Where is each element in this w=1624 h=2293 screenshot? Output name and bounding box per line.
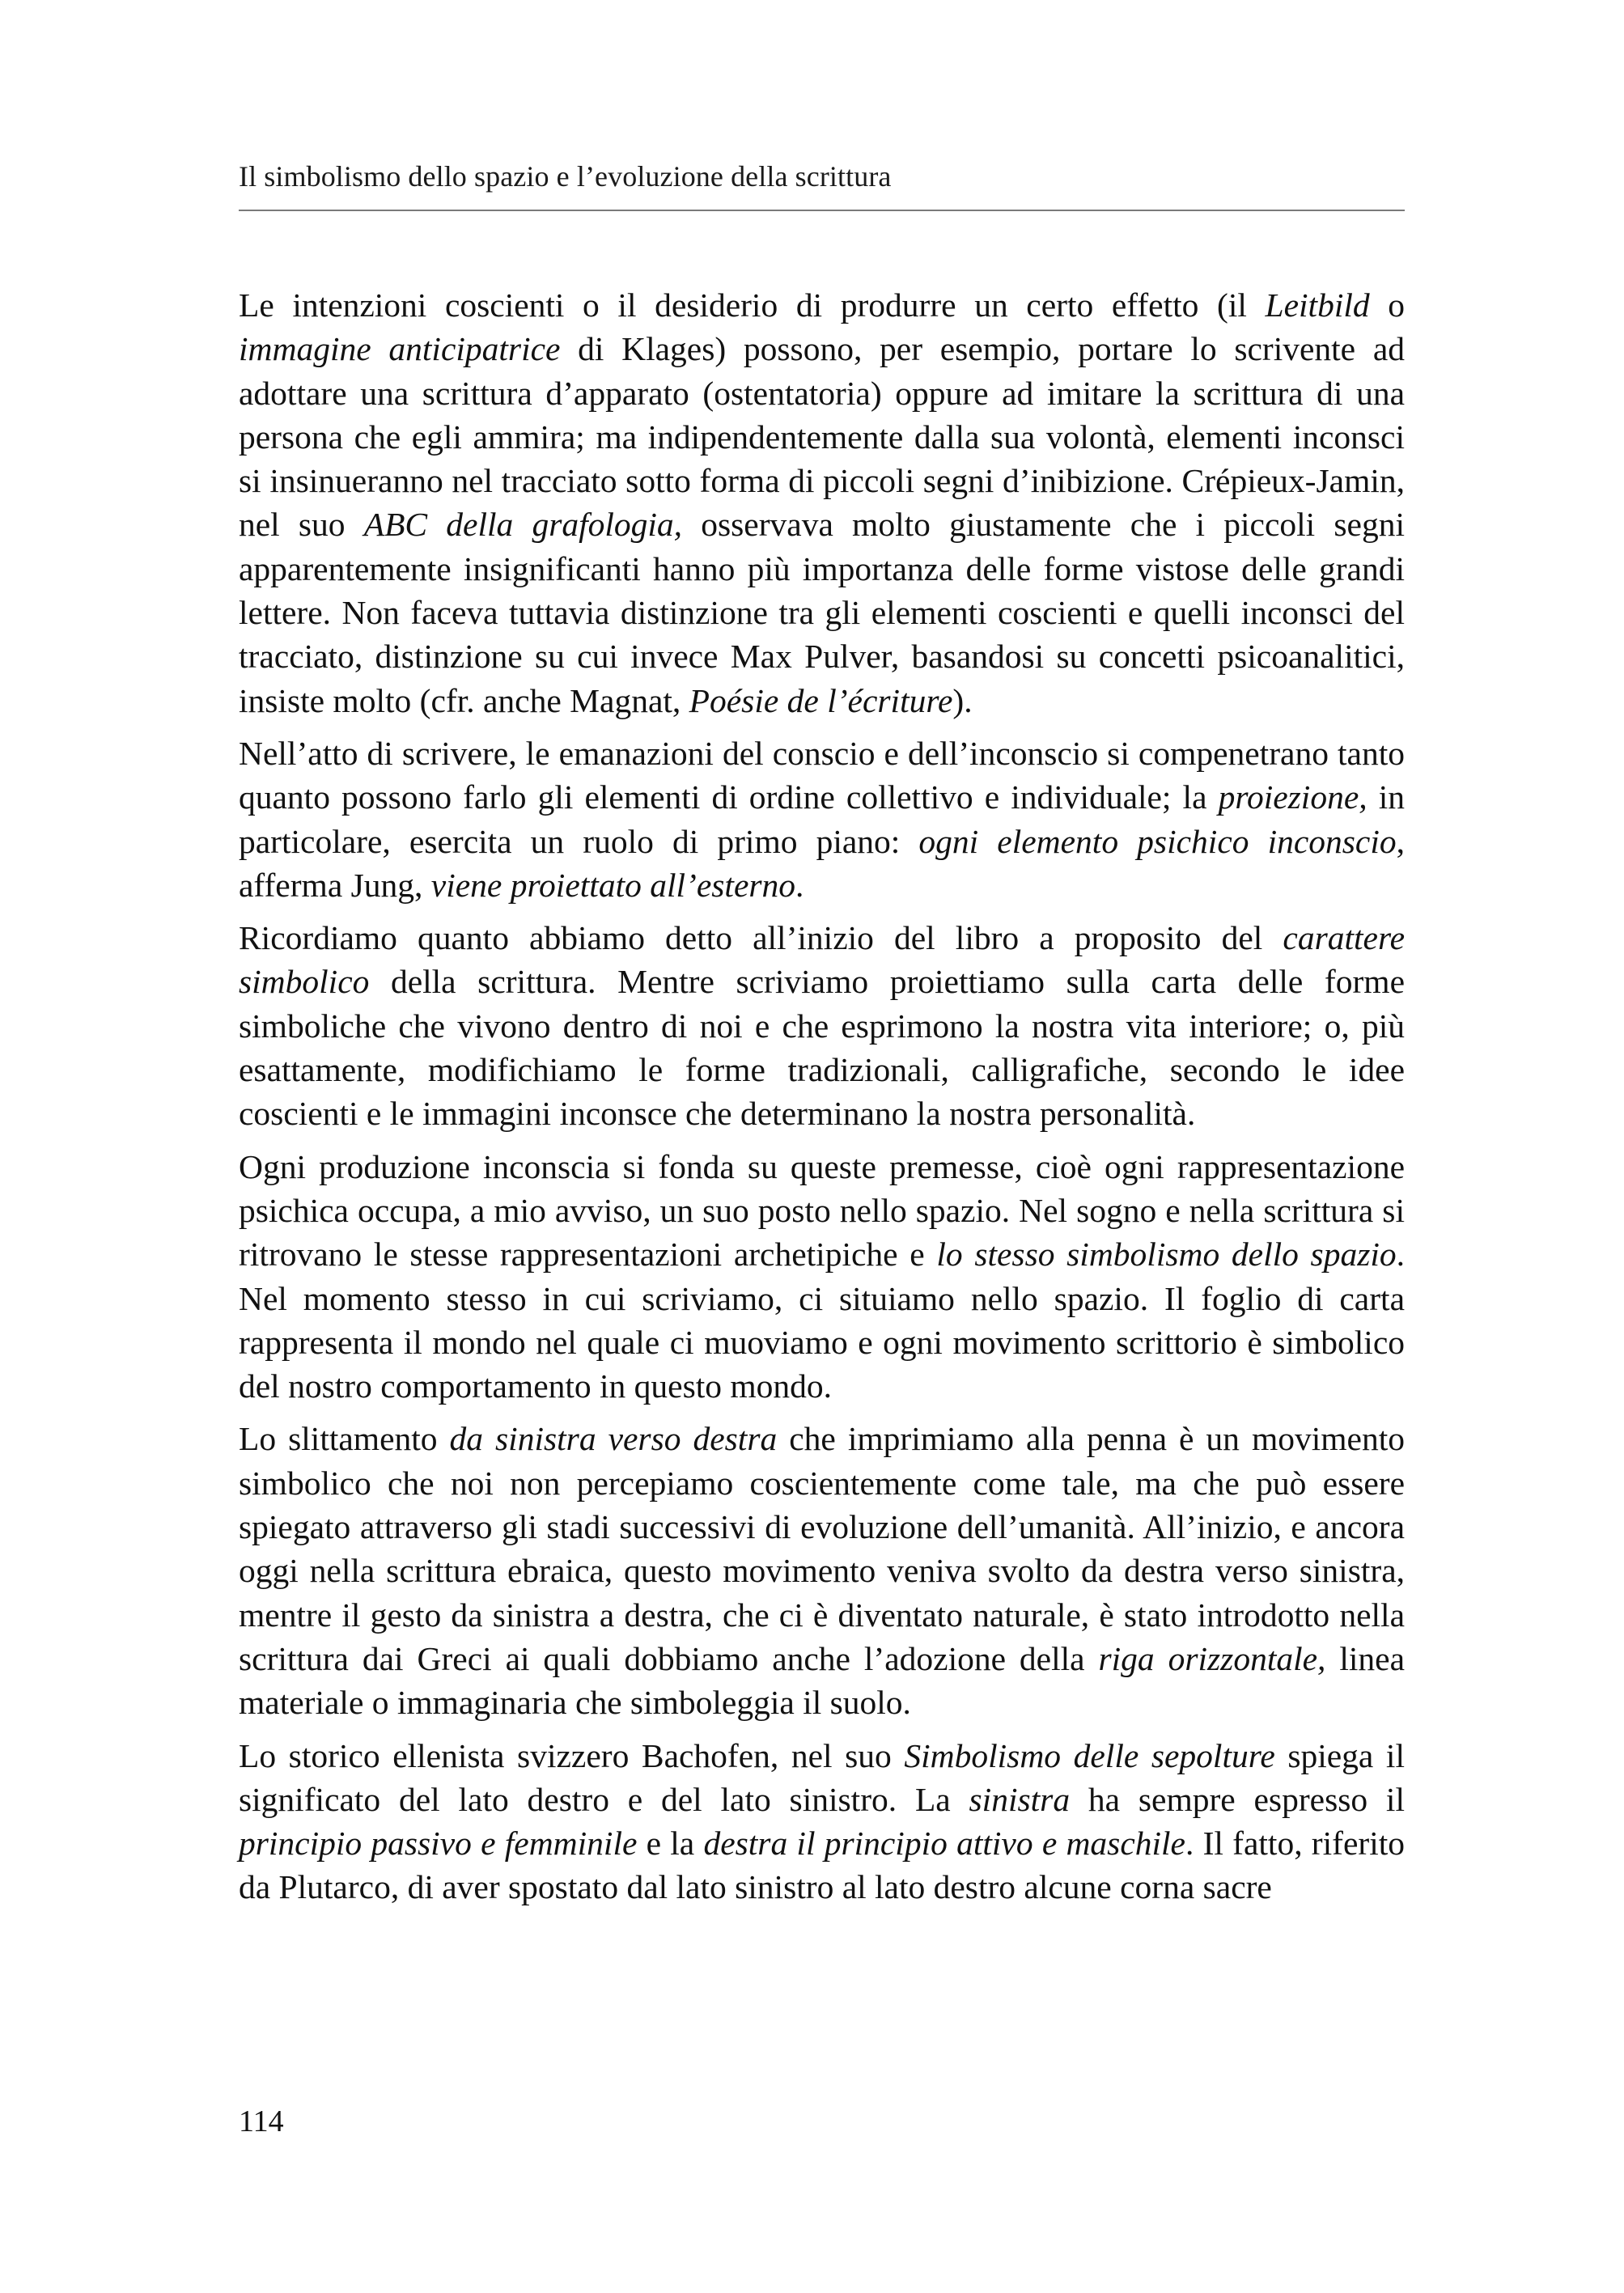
body-text [239, 283, 1405, 1918]
text-run: linea materiale o immaginaria che simboleggia il suolo. [239, 1639, 1405, 1722]
text-run: di Klages) possono, per esempio, portare lo scrivente ad adottare una scrittura d’apparato (ostentatoria) oppure ad imitare la scrittura di una persona che egli ammira; ma indipendentemente dalla sua volontà, elementi inconsci si insinueranno nel tracciato sotto forma di piccoli segni d’inibizione. Crépieux-Jamin, nel suo [239, 330, 1405, 544]
text-run: Le intenzioni coscienti o il desiderio di produrre un certo effetto (il [239, 286, 1266, 324]
text-run: ). [952, 681, 973, 719]
text-run: osservava molto giustamente che i piccoli segni apparentemente insignificanti hanno più importanza delle forme vistose delle grandi lettere. Non faceva tuttavia distinzione tra gli elementi coscienti e quelli inconsci del tracciato, distinzione su cui invece Max Pulver, basandosi su concetti psicoanalitici, insiste molto (cfr. anche Magnat, [239, 506, 1405, 719]
text-run: . Nel momento stesso in cui scriviamo, ci situiamo nello spazio. Il foglio di carta rappresenta il mondo nel quale ci muoviamo e ogni movimento scrittorio è simbolico del nostro comportamento in questo mondo. [239, 1236, 1406, 1405]
italic-run: Leitbild [1265, 286, 1370, 324]
text-run: Lo storico ellenista svizzero Bachofen, nel suo [239, 1736, 905, 1774]
italic-run: carattere simbolico [239, 919, 1405, 1001]
italic-run: ogni elemento psichico inconscio [918, 822, 1397, 860]
text-run: della scrittura. Mentre scriviamo proiettiamo sulla carta delle forme simboliche che vivono dentro di noi e che esprimono la nostra vita interiore; o, più esattamente, modifichiamo le forme tradizionali, calligrafiche, secondo le idee coscienti e le immagini inconsce che determinano la nostra personalità. [239, 963, 1405, 1133]
text-run: ha sempre espresso il [1070, 1780, 1405, 1818]
italic-run: Simbolismo delle sepolture [904, 1736, 1275, 1774]
italic-run: sinistra [969, 1780, 1071, 1818]
text-run: Nell’atto di scrivere, le emanazioni del conscio e dell’inconscio si compenetrano tanto quanto possono farlo gli elementi di ordine collettivo e individuale; la [239, 734, 1405, 816]
text-run: Lo slittamento [239, 1420, 450, 1458]
italic-run: da sinistra verso destra [449, 1420, 778, 1458]
page-number: 114 [239, 2104, 284, 2138]
text-run: spiega il significato del lato destro e del lato sinistro. La [239, 1736, 1405, 1818]
paragraph [239, 731, 1405, 907]
text-run: o [1369, 286, 1406, 324]
text-run: che imprimiamo alla penna è un movimento simbolico che noi non percepiamo coscientemente come tale, ma che può essere spiegato attraverso gli stadi successivi di evoluzione dell’umanità. All’inizio, e ancora oggi nella scrittura ebraica, questo movimento veniva svolto da destra verso sinistra, mentre il gesto da sinistra a destra, che ci è diventato naturale, è stato introdotto nella scrittura dai Greci ai quali dobbiamo anche l’adozione della [239, 1420, 1405, 1677]
paragraph [239, 283, 1405, 723]
text-run: e la [637, 1825, 704, 1863]
italic-run: immagine anticipatrice [239, 330, 561, 368]
italic-run: riga orizzontale, [1098, 1639, 1326, 1677]
italic-run: ABC della grafologia, [363, 506, 683, 544]
italic-run: destra il principio attivo e maschile [703, 1825, 1185, 1863]
text-run: Ogni produzione inconscia si fonda su queste premesse, cioè ogni rappresentazione psichica occupa, a mio avviso, un suo posto nello spazio. Nel sogno e nella scrittura si ritrovano le stesse rappresentazioni archetipiche e [239, 1147, 1405, 1274]
paragraph [239, 1734, 1405, 1909]
text-run: . Il fatto, riferito da Plutarco, di aver spostato dal lato sinistro al lato destro alcune corna sacre [239, 1825, 1406, 1906]
paragraph [239, 1145, 1405, 1409]
text-run: in particolare, esercita un ruolo di primo piano: [239, 778, 1406, 860]
italic-run: proiezione, [1218, 778, 1367, 816]
running-header-title: Il simbolismo dello spazio e l’evoluzione della scrittura [239, 160, 892, 193]
text-run: , afferma Jung, [239, 822, 1406, 904]
italic-run: principio passivo e femminile [239, 1825, 638, 1863]
text-run: . [795, 866, 804, 904]
italic-run: Poésie de l’écriture [689, 681, 953, 719]
header-rule [239, 210, 1405, 211]
paragraph [239, 916, 1405, 1135]
italic-run: lo stesso simbolismo dello spazio [936, 1236, 1397, 1274]
text-run: Ricordiamo quanto abbiamo detto all’inizio del libro a proposito del [239, 919, 1283, 957]
paragraph [239, 1417, 1405, 1724]
italic-run: viene proiettato all’esterno [430, 866, 796, 904]
